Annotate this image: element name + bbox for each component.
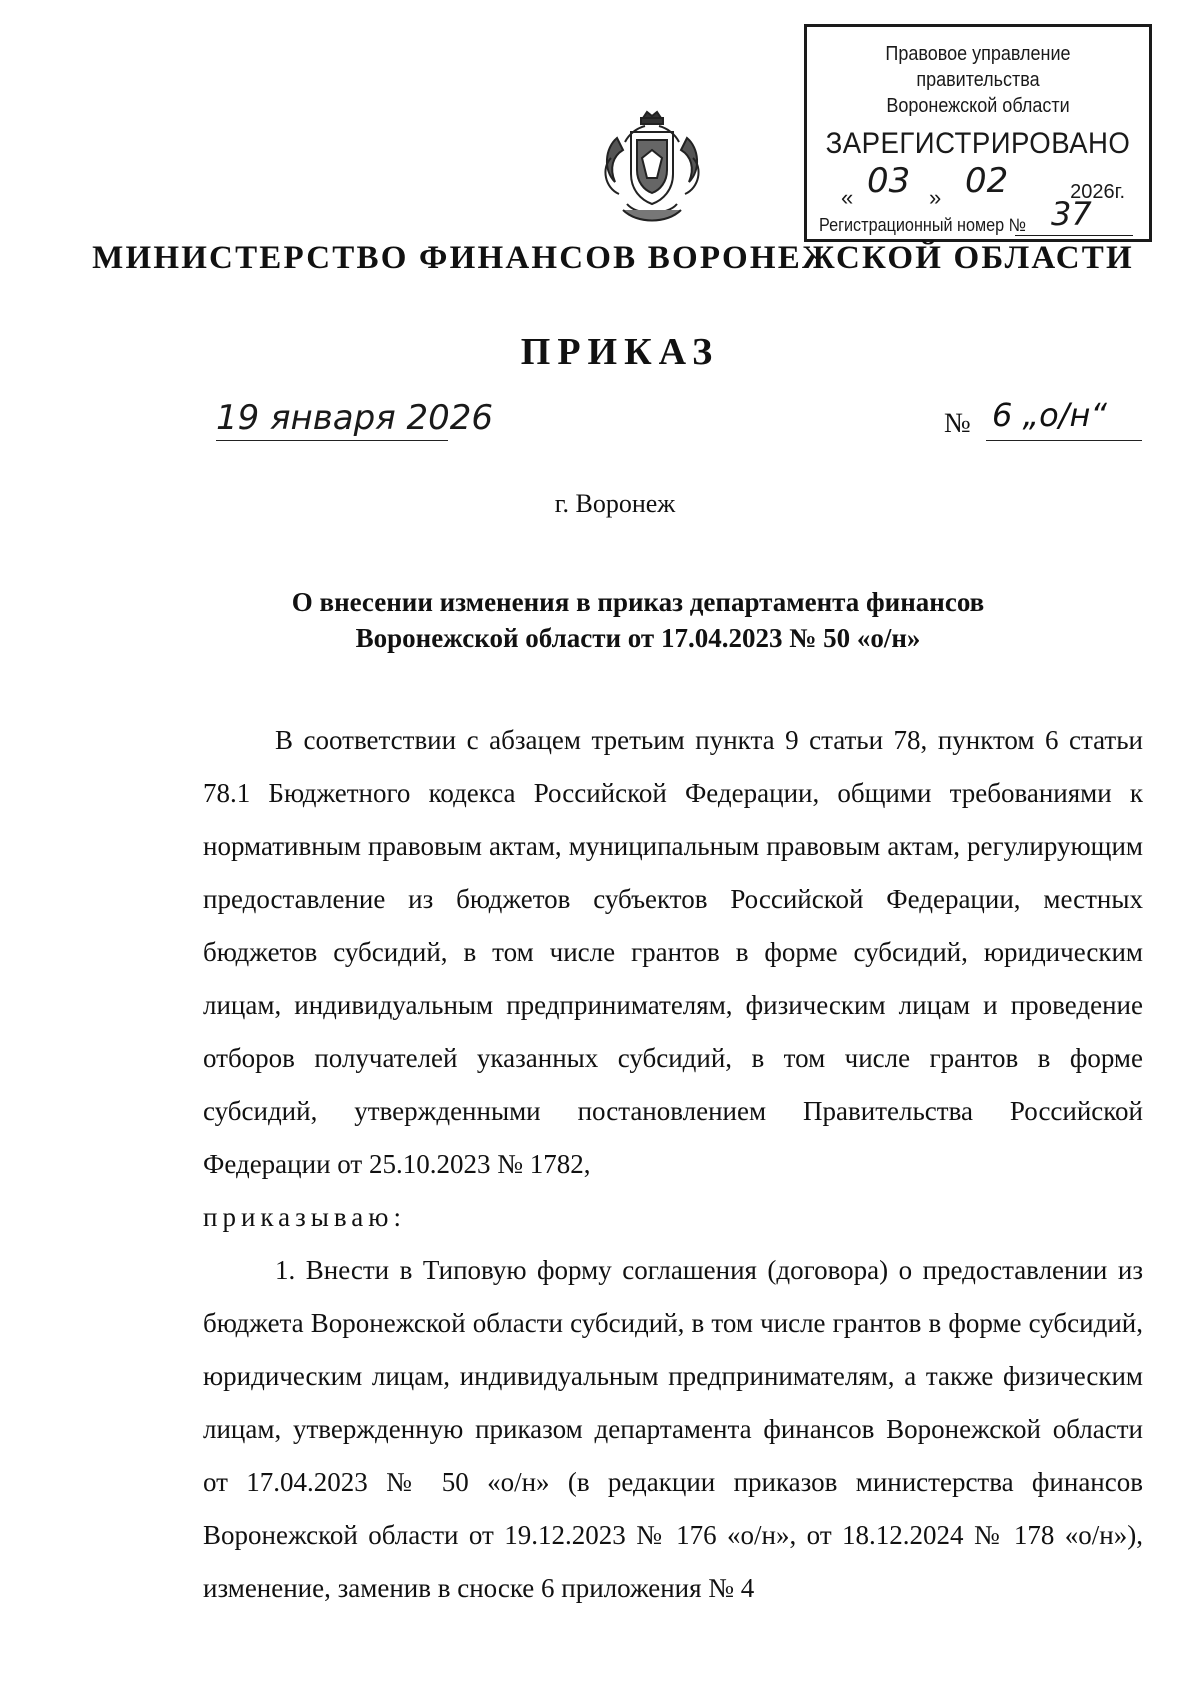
document-title: [200, 584, 1076, 656]
stamp-number-label: Регистрационный номер №: [819, 215, 1027, 235]
stamp-organization: [824, 41, 1132, 119]
order-date: 19 января 2026: [216, 398, 448, 441]
registration-stamp: [804, 24, 1152, 242]
city: г. Воронеж: [554, 489, 676, 518]
stamp-org-line2: Воронежской области: [886, 95, 1070, 117]
stamp-month: 02: [965, 161, 1009, 201]
ministry-name: МИНИСТЕРСТВО ФИНАНСОВ ВОРОНЕЖСКОЙ ОБЛАСТИ: [92, 240, 1134, 276]
stamp-registered: ЗАРЕГИСТРИРОВАНО: [825, 127, 1131, 160]
preamble-paragraph: В соответствии с абзацем третьим пункта 9 статьи 78, пунктом 6 статьи 78.1 Бюджетного кодекса Российской Федерации, общими требованиями к нормативным правовым актам, муниципальным правовым актам, регулирующим предоставление из бюджетов субъектов Российской Федерации, местных бюджетов субсидий, в том числе грантов в форме субсидий, юридическим лицам, индивидуальным предпринимателям, физическим лицам и проведение отборов получателей указанных субсидий, в том числе грантов в форме субсидий, утвержденными постановлением Правительства Российской Федерации от 25.10.2023 № 1782,: [203, 725, 1143, 1179]
stamp-number-underline: [1015, 235, 1133, 236]
number-sign: №: [944, 408, 971, 439]
order-number-underline: [986, 440, 1142, 441]
order-number: 6 „о/н“: [992, 396, 1107, 434]
stamp-close-quote: »: [929, 185, 942, 210]
document-body: [203, 714, 1143, 1615]
order-word: приказываю:: [203, 1202, 406, 1232]
stamp-org-line1: Правовое управление правительства: [885, 43, 1071, 91]
stamp-open-quote: «: [841, 185, 854, 210]
document-type: ПРИКАЗ: [520, 331, 720, 373]
stamp-number-row: [819, 195, 1139, 236]
title-line1: О внесении изменения в приказ департамента финансов: [291, 587, 985, 617]
stamp-day: 03: [867, 161, 911, 201]
stamp-number: 37: [1051, 195, 1092, 233]
title-line2: Воронежской области от 17.04.2023 № 50 «о/н»: [355, 623, 921, 653]
stamp-year: 2026г.: [1070, 181, 1125, 203]
coat-of-arms-icon: [597, 108, 707, 228]
item-1-paragraph: 1. Внести в Типовую форму соглашения (договора) о предоставлении из бюджета Воронежской области субсидий, в том числе грантов в форме субсидий, юридическим лицам, индивидуальным предпринимателям, а также физическим лицам, утвержденную приказом департамента финансов Воронежской области от 17.04.2023 № 50 «о/н» (в редакции приказов министерства финансов Воронежской области от 19.12.2023 № 176 «о/н», от 18.12.2024 № 178 «о/н»), изменение, заменив в сноске 6 приложения № 4: [203, 1255, 1143, 1603]
